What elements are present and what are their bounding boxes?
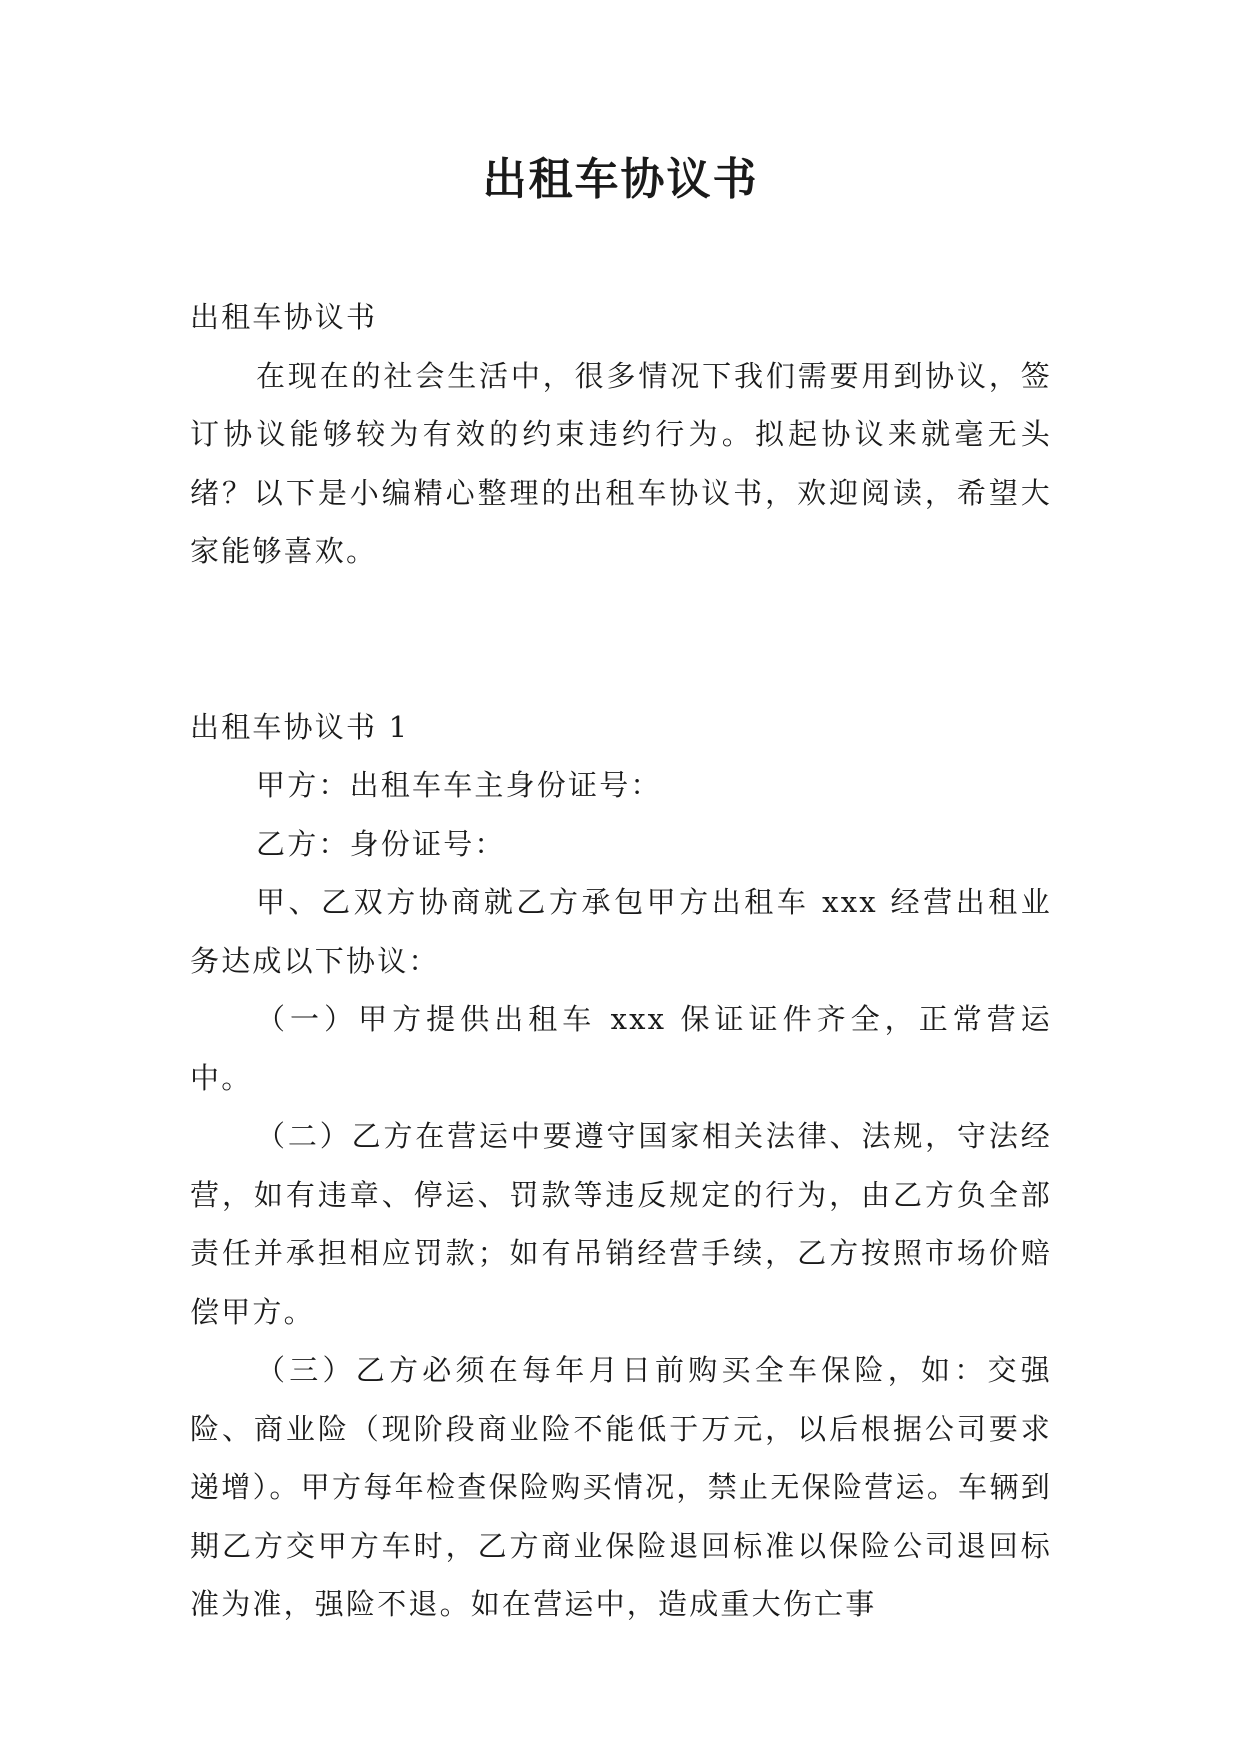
section-spacer	[190, 581, 1052, 698]
intro-paragraph: 在现在的社会生活中，很多情况下我们需要用到协议，签订协议能够较为有效的约束违约行为。拟起协议来就毫无头绪？以下是小编精心整理的出租车协议书，欢迎阅读，希望大家能够喜欢。	[190, 358, 1052, 568]
party-a-line: 甲方：出租车车主身份证号：	[256, 768, 662, 802]
clause-1: （一）甲方提供出租车 xxx 保证证件齐全，正常营运中。	[190, 1002, 1052, 1095]
preamble-paragraph: 甲、乙双方协商就乙方承包甲方出租车 xxx 经营出租业务达成以下协议：	[190, 885, 1052, 978]
clause-2: （二）乙方在营运中要遵守国家相关法律、法规，守法经营，如有违章、停运、罚款等违反规定的行为，由乙方负全部责任并承担相应罚款；如有吊销经营手续，乙方按照市场价赔偿甲方。	[190, 1119, 1052, 1329]
party-b-line: 乙方：身份证号：	[256, 826, 506, 861]
document-title: 出租车协议书	[482, 154, 759, 205]
intro-heading: 出租车协议书	[190, 300, 378, 334]
section1-heading: 出租车协议书 1	[190, 709, 410, 744]
document-body	[190, 288, 1052, 1634]
clause-3: （三）乙方必须在每年月日前购买全车保险，如：交强险、商业险（现阶段商业险不能低于万元，以后根据公司要求递增）。甲方每年检查保险购买情况，禁止无保险营运。车辆到期乙方交甲方车时，乙方商业保险退回标准以保险公司退回标准为准，强险不退。如在营运中，造成重大伤亡事	[190, 1353, 1052, 1621]
